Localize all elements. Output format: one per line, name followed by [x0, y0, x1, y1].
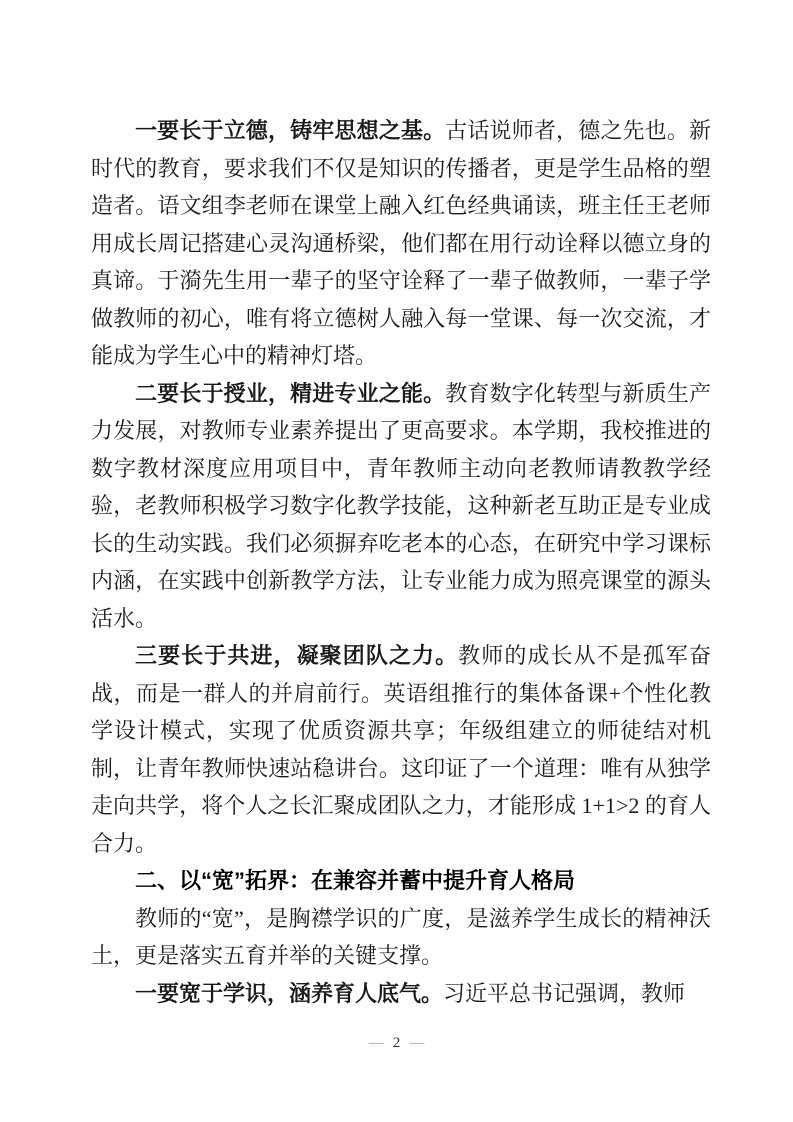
paragraph-3: [91, 637, 711, 862]
paragraph-3-text: 教师的成长从不是孤军奋战，而是一群人的并肩前行。英语组推行的集体备课+个性化教学设计模式，实现了优质资源共享；年级组建立的师徒结对机制，让青年教师快速站稳讲台。这印证了一个道理：唯有从独学走向共学，将个人之长汇聚成团队之力，才能形成 1+1>2 的育人合力。: [91, 643, 711, 856]
section-heading: 二、以“宽”拓界：在兼容并蓄中提升育人格局: [135, 868, 576, 893]
paragraph-5: [91, 975, 711, 1013]
paragraph-2: [91, 375, 711, 638]
page-number: 2: [392, 1035, 401, 1051]
paragraph-5-lead: 一要宽于学识，涵养育人底气。: [135, 980, 444, 1006]
paragraph-2-text: 教育数字化转型与新质生产力发展，对教师专业素养提出了更高要求。本学期，我校推进的数字教材深度应用项目中，青年教师主动向老教师请教教学经验，老教师积极学习数字化教学技能，这种新老互助正是专业成长的生动实践。我们必须摒弃吃老本的心态，在研究中学习课标内涵，在实践中创新教学方法，让专业能力成为照亮课堂的源头活水。: [91, 380, 711, 631]
paragraph-4-text: 教师的“宽”，是胸襟学识的广度，是滋养学生成长的精神沃土，更是落实五育并举的关键支撑。: [91, 905, 711, 968]
paragraph-4: [91, 900, 711, 975]
footer-dash-left: —: [368, 1035, 384, 1051]
paragraph-5-text: 习近平总书记强调，教师: [443, 980, 686, 1006]
document-body: [91, 112, 711, 1012]
paragraph-3-lead: 三要长于共进，凝聚团队之力。: [135, 643, 459, 668]
paragraph-1-lead: 一要长于立德，铸牢思想之基。: [135, 118, 446, 143]
paragraph-1: [91, 112, 711, 375]
footer-dash-right: —: [409, 1035, 425, 1051]
page-footer: [0, 1034, 793, 1052]
paragraph-1-text: 古话说师者，德之先也。新时代的教育，要求我们不仅是知识的传播者，更是学生品格的塑造者。语文组李老师在课堂上融入红色经典诵读，班主任王老师用成长周记搭建心灵沟通桥梁，他们都在用行动诠释以德立身的真谛。于漪先生用一辈子的坚守诠释了一辈子做教师，一辈子学做教师的初心，唯有将立德树人融入每一堂课、每一次交流，才能成为学生心中的精神灯塔。: [91, 118, 711, 368]
paragraph-2-lead: 二要长于授业，精进专业之能。: [135, 380, 446, 406]
